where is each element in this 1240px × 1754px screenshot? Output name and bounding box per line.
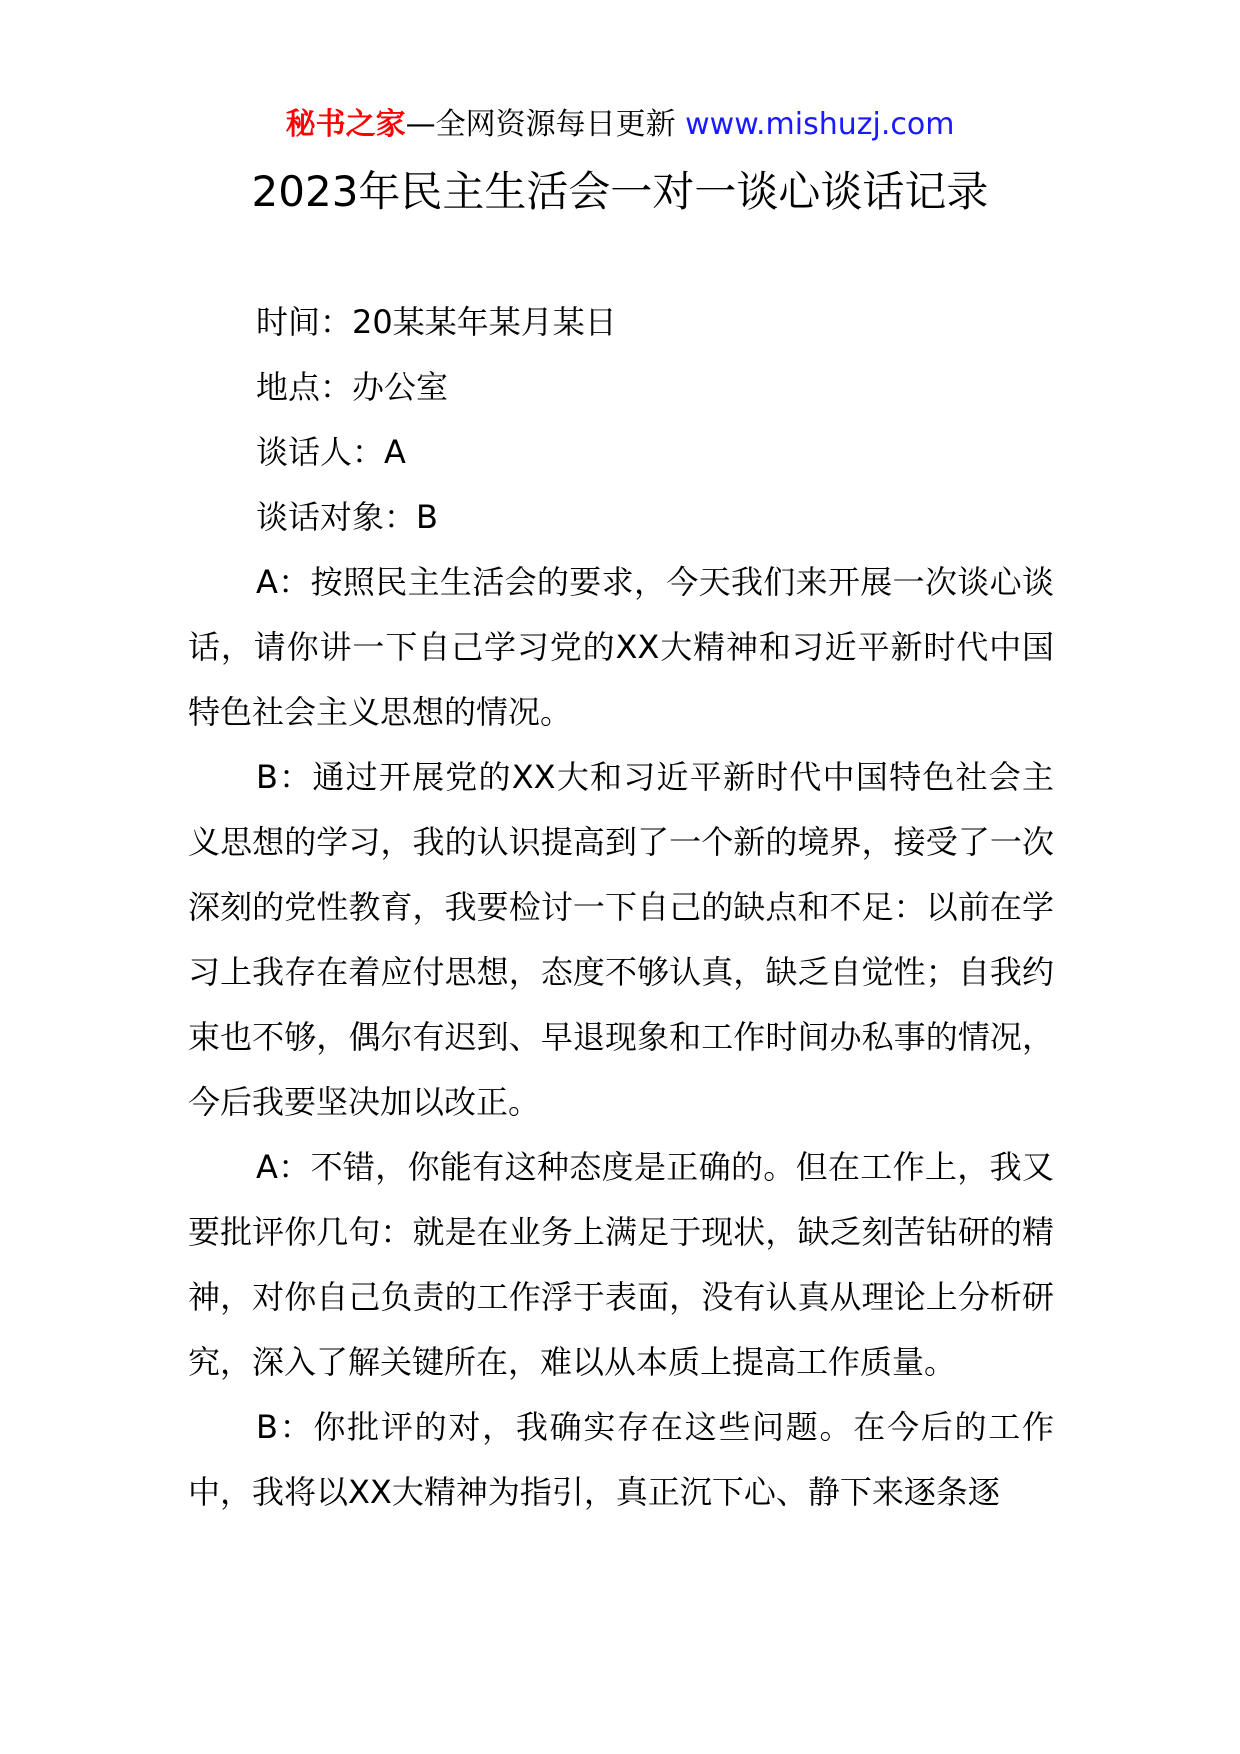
paragraph-a-2: A：不错，你能有这种态度是正确的。但在工作上，我又要批评你几句：就是在业务上满足于现状，缺乏刻苦钻研的精神，对你自己负责的工作浮于表面，没有认真从理论上分析研究，深入了解关键所在，难以从本质上提高工作质量。 (188, 1148, 1054, 1381)
brand-name: 秘书之家 (285, 107, 406, 142)
document-body (188, 290, 1054, 1525)
paragraph-b-1: B：通过开展党的XX大和习近平新时代中国特色社会主义思想的学习，我的认识提高到了一个新的境界，接受了一次深刻的党性教育，我要检讨一下自己的缺点和不足：以前在学习上我存在着应付思想，态度不够认真，缺乏自觉性；自我约束也不够，偶尔有迟到、早退现象和工作时间办私事的情况，今后我要坚决加以改正。 (188, 758, 1054, 1121)
site-url-link[interactable]: www.mishuzj.com (685, 107, 955, 142)
paragraph-b-2: B：你批评的对，我确实存在这些问题。在今后的工作中，我将以XX大精神为指引，真正沉下心、静下来逐条逐 (188, 1408, 1054, 1511)
document-title: 2023年民主生活会一对一谈心谈话记录 (251, 167, 989, 216)
paragraph-a-1: A：按照民主生活会的要求，今天我们来开展一次谈心谈话，请你讲一下自己学习党的XX大精神和习近平新时代中国特色社会主义思想的情况。 (188, 563, 1054, 731)
meta-interviewer: 谈话人：A (256, 433, 406, 471)
meta-location: 地点：办公室 (256, 368, 449, 406)
site-header (0, 100, 1240, 150)
meta-interviewee: 谈话对象：B (256, 498, 438, 536)
header-tagline: —全网资源每日更新 (405, 107, 686, 142)
meta-time: 时间：20某某年某月某日 (256, 303, 617, 341)
